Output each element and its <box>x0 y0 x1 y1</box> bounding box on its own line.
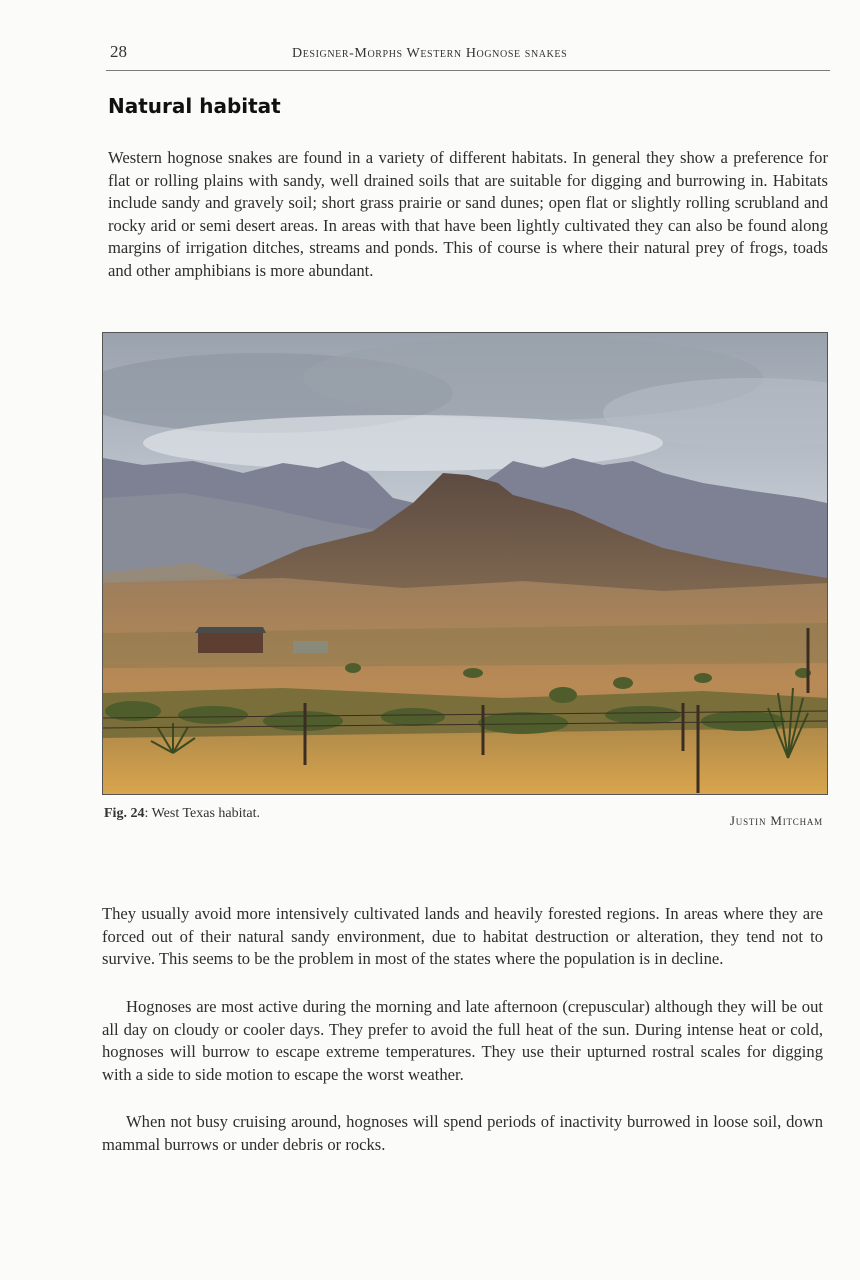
landscape-illustration <box>103 333 827 794</box>
page-number: 28 <box>110 42 127 61</box>
figure-label: Fig. 24 <box>104 806 145 821</box>
section-heading: Natural habitat <box>108 94 281 118</box>
figure-caption-text: : West Texas habitat. <box>144 806 261 821</box>
paragraph-burrowing: When not busy cruising around, hognoses will spend periods of inactivity burrowed in loose soil, down mammal burrows or under debris or rocks. <box>102 1112 823 1154</box>
figure-caption <box>104 806 260 822</box>
running-head <box>106 40 830 71</box>
paragraph-avoidance: They usually avoid more intensively cultivated lands and heavily forested regions. In areas where they are forced out of their natural sandy environment, due to habitat destruction or alteration, they tend not to survive. This seems to be the problem in most of the states where the population is in decline. <box>102 904 823 969</box>
paragraph-intro: Western hognose snakes are found in a variety of different habitats. In general they show a preference for flat or rolling plains with sandy, well drained soils that are suitable for digging and burrowing in. Habitats include sandy and gravely soil; short grass prairie or sand dunes; open flat or slightly rolling scrubland and rocky arid or semi desert areas. In areas with that have been lightly cultivated they can also be found along margins of irrigation ditches, streams and ponds. This of course is where their natural prey of frogs, toads and other amphibians is more abundant. <box>108 148 828 280</box>
book-title: Designer-Morphs Western Hognose snakes <box>292 46 568 61</box>
habitat-photo <box>102 332 828 795</box>
paragraph-activity: Hognoses are most active during the morning and late afternoon (crepuscular) although they will be out all day on cloudy or cooler days. They prefer to avoid the full heat of the sun. During intense heat or cold, hognoses will burrow to escape extreme temperatures. They use their upturned rostral scales for digging with a side to side motion to escape the worst weather. <box>102 997 823 1084</box>
photo-credit: Justin Mitcham <box>729 813 823 828</box>
